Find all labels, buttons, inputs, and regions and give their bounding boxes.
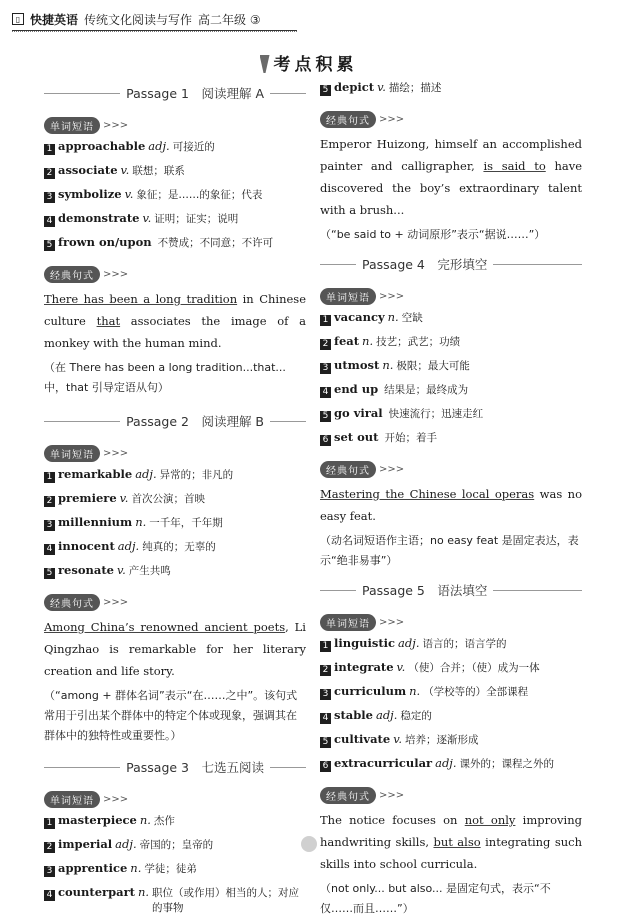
- page-number-badge: [301, 836, 317, 852]
- number-badge: 5: [320, 411, 331, 422]
- sentences-tag: 经典句式 >>>: [44, 265, 128, 283]
- number-badge: 2: [320, 339, 331, 350]
- word-chinese: 异常的；非凡的: [159, 469, 234, 481]
- word-item: [320, 430, 582, 446]
- word-english: associate: [58, 163, 118, 177]
- sentence-note: （“be said to + 动词原形”表示“据说……”）: [320, 228, 546, 241]
- sentences-tag: 经典句式 >>>: [320, 460, 404, 478]
- sentence-note: （not only... but also... 是固定句式，表示“不仅……而且……”）: [320, 882, 551, 915]
- word-item: [320, 406, 582, 422]
- word-chinese: 培养；逐渐形成: [404, 734, 479, 746]
- word-english: stable: [334, 708, 373, 722]
- classic-sentence: [44, 288, 306, 354]
- underlined-phrase: Mastering the Chinese local operas: [320, 487, 535, 501]
- word-english: approachable: [58, 139, 146, 153]
- words-tag: 单词短语 >>>: [320, 287, 404, 305]
- word-item: [44, 139, 306, 155]
- word-chinese: 快速流行；迅速走红: [388, 408, 484, 420]
- word-item: [320, 756, 582, 772]
- divider-line: [44, 421, 120, 422]
- word-english: extracurricular: [334, 756, 433, 770]
- number-badge: 3: [44, 520, 55, 531]
- sentence-text: The notice focuses on: [320, 813, 465, 827]
- word-english: remarkable: [58, 467, 133, 481]
- word-pos: n.: [387, 310, 399, 324]
- word-pos: n.: [382, 358, 394, 372]
- word-pos: v.: [142, 211, 152, 225]
- word-english: feat: [334, 334, 360, 348]
- word-item: [320, 382, 582, 398]
- sentence-text: associates the image of a monkey with the human mind.: [44, 314, 307, 350]
- word-item: [44, 837, 306, 853]
- sentence-text: in Chinese culture: [44, 292, 306, 328]
- classic-sentence: [320, 809, 582, 875]
- header-subtitle: 传统文化阅读与写作: [84, 12, 193, 27]
- divider-line: [320, 264, 356, 265]
- word-item: [320, 358, 582, 374]
- divider-line: [270, 93, 306, 94]
- number-badge: 5: [44, 568, 55, 579]
- classic-sentence: [320, 133, 582, 221]
- sentence-text: improving handwriting skills,: [320, 813, 582, 849]
- word-item: [44, 211, 306, 227]
- word-pos: adj.: [117, 539, 140, 553]
- divider-line: [320, 590, 356, 591]
- header-divider: [12, 31, 297, 32]
- word-chinese: 描绘；描述: [388, 82, 442, 94]
- word-list: [320, 636, 582, 772]
- divider-line: [270, 421, 306, 422]
- number-badge: 6: [320, 435, 331, 446]
- word-english: linguistic: [334, 636, 396, 650]
- passage-3-heading: Passage 3 七选五阅读: [44, 756, 306, 778]
- word-chinese: 开始；着手: [384, 432, 437, 444]
- word-item: [320, 310, 582, 326]
- number-badge: 5: [320, 737, 331, 748]
- word-pos: adj.: [435, 756, 457, 770]
- number-badge: 2: [44, 496, 55, 507]
- word-chinese: 一千年，千年期: [149, 517, 223, 529]
- divider-line: [44, 767, 120, 768]
- number-badge: 4: [44, 544, 55, 555]
- number-badge: 2: [44, 168, 55, 179]
- word-english: symbolize: [58, 187, 122, 201]
- word-english: integrate: [334, 660, 394, 674]
- word-chinese: 技艺；武艺；功绩: [376, 336, 461, 348]
- sentence-text: , Li Qingzhao is remarkable for her literary creation and life story.: [44, 620, 306, 678]
- word-chinese: 象征；是……的象征；代表: [136, 189, 263, 201]
- word-english: demonstrate: [58, 211, 140, 225]
- number-badge: 3: [320, 689, 331, 700]
- right-column: [320, 80, 582, 919]
- word-item: [44, 491, 306, 507]
- sentence-text: Emperor Huizong, himself an accomplished painter and calligrapher,: [320, 137, 582, 173]
- number-badge: 6: [320, 761, 331, 772]
- page-title: 考点积累: [0, 50, 617, 75]
- word-pos: v.: [119, 491, 129, 505]
- number-badge: 1: [320, 315, 331, 326]
- sentences-tag: 经典句式 >>>: [320, 786, 404, 804]
- words-tag: 单词短语 >>>: [320, 613, 404, 631]
- word-item: [320, 708, 582, 724]
- underlined-phrase: but also: [433, 835, 481, 849]
- sentence-note: （在 There has been a long tradition...that... 中，that 引导定语从句）: [44, 361, 286, 394]
- word-chinese: 可接近的: [172, 141, 215, 153]
- word-english: cultivate: [334, 732, 391, 746]
- word-english: counterpart: [58, 885, 135, 899]
- word-list: [320, 310, 582, 446]
- number-badge: 5: [44, 240, 55, 251]
- number-badge: 4: [44, 216, 55, 227]
- number-badge: 1: [320, 641, 331, 652]
- word-english: go viral: [334, 406, 383, 420]
- word-english: utmost: [334, 358, 380, 372]
- sentence-text: was no easy feat.: [320, 487, 582, 523]
- words-tag: 单词短语 >>>: [44, 116, 128, 134]
- word-pos: v.: [124, 187, 134, 201]
- word-chinese: 杰作: [153, 815, 175, 827]
- word-pos: v.: [116, 563, 126, 577]
- passage-5-heading: Passage 5 语法填空: [320, 579, 582, 601]
- word-pos: adj.: [398, 636, 420, 650]
- word-item: [44, 235, 306, 251]
- word-pos: n.: [362, 334, 374, 348]
- word-item: [44, 885, 306, 916]
- word-pos: v.: [120, 163, 130, 177]
- words-tag: 单词短语 >>>: [44, 790, 128, 808]
- word-item: [44, 563, 306, 579]
- word-chinese: 结果是；最终成为: [384, 384, 469, 396]
- number-badge: 4: [320, 387, 331, 398]
- header-grade: 高二年级 ③: [198, 12, 261, 27]
- passage-2-heading: Passage 2 阅读理解 B: [44, 410, 306, 432]
- word-english: apprentice: [58, 861, 128, 875]
- sentence-note: （动名词短语作主语；no easy feat 是固定表达，表示“绝非易事”）: [320, 534, 579, 567]
- number-badge: 5: [320, 85, 331, 96]
- underlined-phrase: not only: [464, 813, 516, 827]
- underlined-phrase: There has been a long tradition: [44, 292, 238, 306]
- underlined-phrase: that: [96, 314, 121, 328]
- number-badge: 1: [44, 144, 55, 155]
- word-chinese: 帝国的；皇帝的: [139, 839, 214, 851]
- word-item: [320, 636, 582, 652]
- number-badge: 4: [44, 890, 55, 901]
- word-english: depict: [334, 80, 375, 94]
- classic-sentence: [320, 483, 582, 527]
- word-list: [320, 80, 582, 96]
- passage-1-heading: Passage 1 阅读理解 A: [44, 82, 306, 104]
- divider-line: [270, 767, 306, 768]
- number-badge: 1: [44, 472, 55, 483]
- divider-line: [493, 590, 582, 591]
- word-pos: v.: [396, 660, 406, 674]
- sentence-text: integrating such skills into school curricula.: [320, 835, 583, 871]
- passage-4-heading: Passage 4 完形填空: [320, 253, 582, 275]
- word-list: [44, 139, 306, 251]
- page-header: [12, 8, 297, 31]
- word-item: [44, 467, 306, 483]
- word-pos: adj.: [115, 837, 137, 851]
- word-pos: v.: [393, 732, 402, 746]
- word-english: millennium: [58, 515, 133, 529]
- sentence-text: have discovered the boy’s extraordinary talent with a brush...: [320, 159, 583, 217]
- word-item: [320, 334, 582, 350]
- divider-line: [44, 93, 120, 94]
- word-chinese: 纯真的；无辜的: [142, 541, 216, 553]
- left-column: [44, 80, 306, 924]
- title-v-icon: [260, 55, 270, 73]
- word-list: [44, 813, 306, 916]
- word-item: [44, 813, 306, 829]
- word-pos: n.: [137, 885, 150, 899]
- word-english: imperial: [58, 837, 113, 851]
- divider-line: [493, 264, 582, 265]
- word-english: masterpiece: [58, 813, 137, 827]
- word-chinese: 稳定的: [400, 710, 432, 722]
- word-english: innocent: [58, 539, 115, 553]
- word-chinese: 不赞成；不同意；不许可: [157, 237, 274, 249]
- sentences-tag: 经典句式 >>>: [320, 110, 404, 128]
- word-pos: v.: [377, 80, 386, 94]
- word-item: [320, 80, 582, 96]
- word-english: end up: [334, 382, 379, 396]
- word-chinese: 语言的；语言学的: [422, 638, 507, 650]
- word-chinese: （使）合并；（使）成为一体: [408, 662, 540, 674]
- header-brand: 快捷英语: [30, 12, 79, 27]
- word-pos: n.: [130, 861, 142, 875]
- word-english: curriculum: [334, 684, 407, 698]
- word-pos: adj.: [375, 708, 398, 722]
- word-item: [44, 861, 306, 877]
- number-badge: 4: [320, 713, 331, 724]
- number-badge: 2: [44, 842, 55, 853]
- book-icon: ▯: [12, 13, 24, 25]
- word-chinese: 证明；证实；说明: [154, 213, 239, 225]
- word-item: [44, 515, 306, 531]
- underlined-phrase: Among China’s renowned ancient poets: [44, 620, 286, 634]
- number-badge: 3: [44, 866, 55, 877]
- word-english: vacancy: [334, 310, 385, 324]
- classic-sentence: [44, 616, 306, 682]
- number-badge: 3: [320, 363, 331, 374]
- word-chinese: 极限；最大可能: [396, 360, 470, 372]
- words-tag: 单词短语 >>>: [44, 444, 128, 462]
- word-english: premiere: [58, 491, 117, 505]
- word-chinese: 联想；联系: [132, 165, 185, 177]
- sentence-note: （“among + 群体名词”表示“在……之中”。该句式常用于引出某个群体中的特定个体或现象，强调其在群体中的独特性或重要性。）: [44, 689, 298, 742]
- word-pos: adj.: [148, 139, 170, 153]
- number-badge: 2: [320, 665, 331, 676]
- word-chinese: 产生共鸣: [128, 565, 171, 577]
- sentences-tag: 经典句式 >>>: [44, 593, 128, 611]
- word-chinese: 首次公演；首映: [131, 493, 205, 505]
- word-english: set out: [334, 430, 379, 444]
- word-item: [44, 187, 306, 203]
- word-pos: n.: [409, 684, 421, 698]
- word-chinese: 职位（或作用）相当的人；对应的事物: [152, 887, 300, 914]
- word-chinese: 空缺: [401, 312, 423, 324]
- word-chinese: 课外的；课程之外的: [459, 758, 555, 770]
- word-english: resonate: [58, 563, 114, 577]
- underlined-phrase: is said to: [483, 159, 546, 173]
- word-chinese: （学校等的）全部课程: [423, 686, 529, 698]
- word-item: [44, 539, 306, 555]
- word-chinese: 学徒；徒弟: [144, 863, 197, 875]
- word-pos: n.: [135, 515, 147, 529]
- word-pos: n.: [139, 813, 151, 827]
- word-item: [320, 684, 582, 700]
- number-badge: 1: [44, 818, 55, 829]
- number-badge: 3: [44, 192, 55, 203]
- word-item: [44, 163, 306, 179]
- word-item: [320, 660, 582, 676]
- word-pos: adj.: [135, 467, 157, 481]
- word-list: [44, 467, 306, 579]
- word-item: [320, 732, 582, 748]
- word-english: frown on/upon: [58, 235, 152, 249]
